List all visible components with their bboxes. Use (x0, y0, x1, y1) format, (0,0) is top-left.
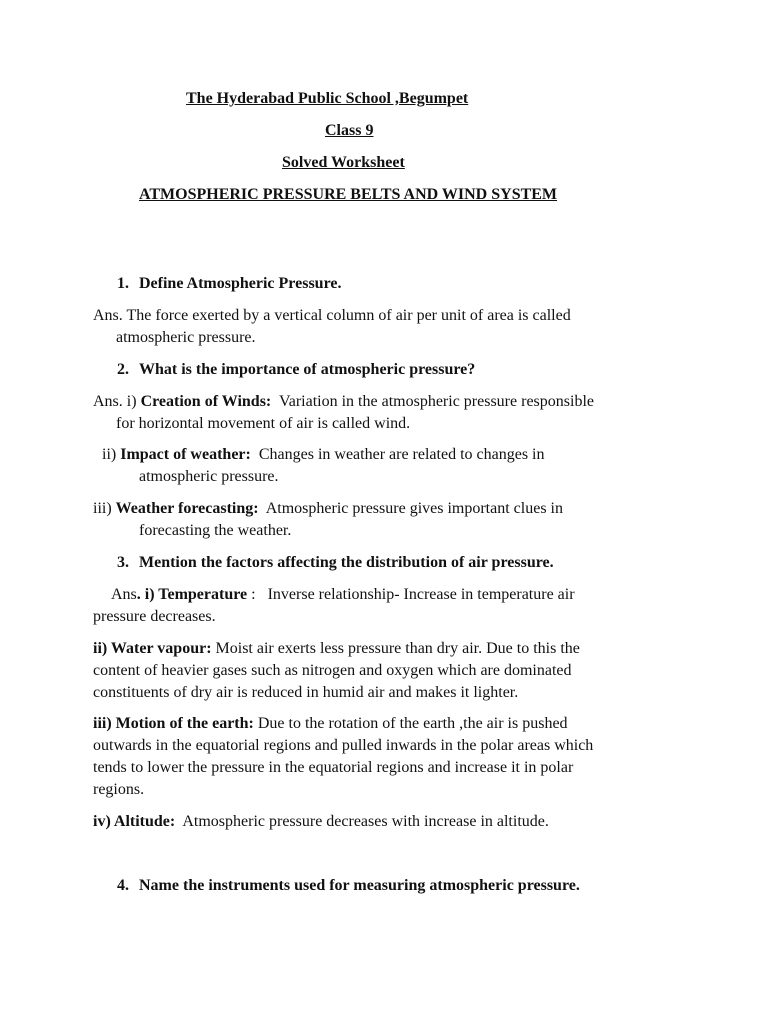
answer-3-item-2-line-3: constituents of dry air is reduced in humid air and makes it lighter. (93, 684, 519, 701)
answer-2-item-2-prefix: ii) (102, 446, 121, 463)
answer-1-line-2: atmospheric pressure. (116, 329, 256, 346)
answer-2-item-3-line-2: forecasting the weather. (139, 522, 292, 539)
page-title: ATMOSPHERIC PRESSURE BELTS AND WIND SYSTEM (139, 186, 558, 203)
answer-3-item-3-line-4: regions. (93, 781, 145, 798)
answer-2-item-1-line-2: for horizontal movement of air is called wind. (116, 415, 411, 432)
worksheet-label: Solved Worksheet (282, 154, 405, 171)
answer-2-item-2-heading: Impact of weather: (120, 446, 251, 463)
answer-2-item-3-text: Atmospheric pressure gives important clues in (258, 500, 563, 517)
question-3: Mention the factors affecting the distribution of air pressure. (139, 554, 554, 571)
answer-2-item-3 (93, 498, 563, 520)
answer-3-item-3-text: Due to the rotation of the earth ,the air is pushed (253, 715, 568, 732)
answer-3-item-4-heading: iv) Altitude: (93, 813, 176, 830)
question-1-number: 1. (117, 275, 129, 292)
answer-2-item-2-line-2: atmospheric pressure. (139, 468, 279, 485)
question-2-number: 2. (117, 361, 129, 378)
answer-1-line-1: Ans. The force exerted by a vertical column of air per unit of area is called (93, 307, 571, 324)
answer-3-item-1-heading: . i) Temperature (136, 586, 248, 603)
answer-2-item-1-heading: Creation of Winds: (140, 393, 272, 410)
answer-3-item-1 (111, 584, 575, 606)
question-1: Define Atmospheric Pressure. (139, 275, 342, 292)
answer-3-item-4-text: Atmospheric pressure decreases with increase in altitude. (175, 813, 549, 830)
answer-2-item-1 (93, 391, 594, 413)
question-3-number: 3. (117, 554, 129, 571)
answer-3-item-2-heading: ii) Water vapour: (93, 640, 212, 657)
answer-3-item-1-text: : Inverse relationship- Increase in temperature air (247, 586, 575, 603)
answer-3-item-3 (93, 713, 568, 735)
answer-3-item-1-prefix: Ans (111, 586, 137, 603)
answer-2-item-1-text: Variation in the atmospheric pressure responsible (271, 393, 594, 410)
answer-3-item-4 (93, 811, 549, 833)
answer-3-item-2-text: Moist air exerts less pressure than dry air. Due to this the (211, 640, 580, 657)
answer-3-item-2 (93, 638, 580, 660)
answer-3-item-3-line-2: outwards in the equatorial regions and pulled inwards in the polar areas which (93, 737, 594, 754)
answer-3-item-3-line-3: tends to lower the pressure in the equatorial regions and increase it in polar (93, 759, 574, 776)
answer-2-item-1-prefix: Ans. i) (93, 393, 141, 410)
question-4-number: 4. (117, 877, 129, 894)
answer-2-item-2 (102, 444, 545, 466)
class-label: Class 9 (325, 122, 374, 139)
answer-3-item-2-line-2: content of heavier gases such as nitrogen and oxygen which are dominated (93, 662, 572, 679)
answer-2-item-3-heading: Weather forecasting: (115, 500, 259, 517)
answer-3-item-3-heading: iii) Motion of the earth: (93, 715, 254, 732)
answer-2-item-3-prefix: iii) (93, 500, 116, 517)
question-2: What is the importance of atmospheric pressure? (139, 361, 476, 378)
school-name: The Hyderabad Public School ,Begumpet (186, 90, 469, 107)
answer-3-item-1-line-2: pressure decreases. (93, 608, 216, 625)
answer-2-item-2-text: Changes in weather are related to changes in (250, 446, 545, 463)
question-4: Name the instruments used for measuring atmospheric pressure. (139, 877, 580, 894)
